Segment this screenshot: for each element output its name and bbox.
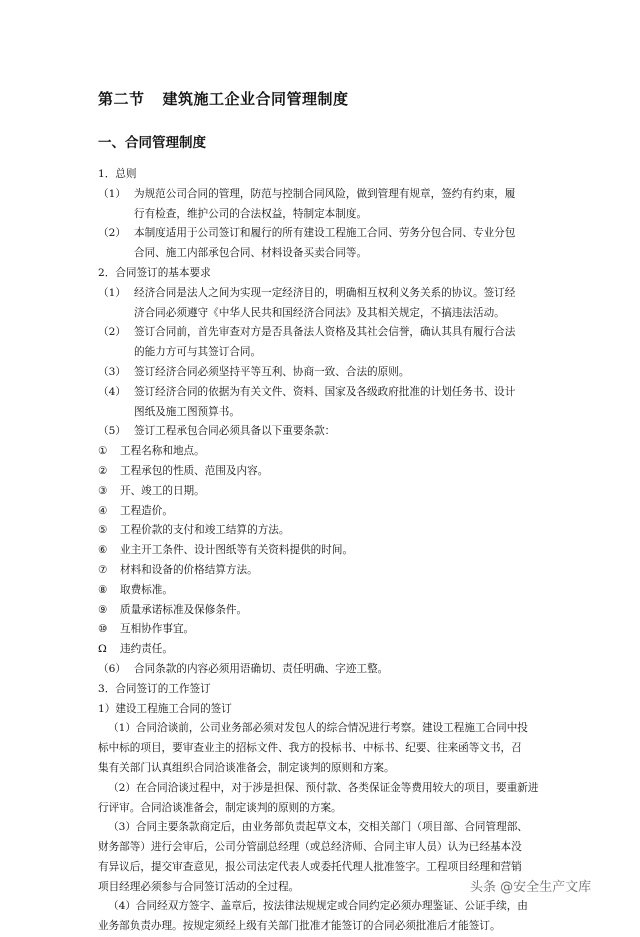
paragraph bbox=[98, 383, 558, 423]
heading-general: 1．总则 bbox=[98, 168, 137, 180]
text-line: （1）合同洽谈前，公司业务部必须对发包人的综合情况进行考察。建设工程施工合同中投 bbox=[108, 722, 528, 735]
text-line: 为规范公司合同的管理，防范与控制合同风险，做到管理有规章，签约有约束，履 bbox=[134, 187, 516, 200]
text-line: 本制度适用于公司签订和履行的所有建设工程施工合同、劳务分包合同、专业分包 bbox=[134, 227, 516, 240]
clause-number: ⑨ bbox=[98, 603, 108, 616]
subtitle: 一、合同管理制度 bbox=[98, 135, 206, 151]
item-number: （4） bbox=[98, 385, 126, 398]
text-line: （3）合同主要条款商定后，由业务部负责起草文本，交相关部门（项目部、合同管理部、 bbox=[108, 821, 528, 834]
clause-item bbox=[98, 581, 558, 601]
document-body bbox=[98, 165, 558, 937]
clause-text: 业主开工条件、设计图纸等有关资料提供的时间。 bbox=[120, 544, 354, 557]
text-line: 标中标的项目，要审查业主的招标文件、我方的投标书、中标书、纪要、往来函等文书，召 bbox=[98, 742, 522, 755]
clause-item bbox=[98, 442, 558, 462]
paragraph bbox=[98, 660, 558, 680]
clause-text: 取费标准。 bbox=[120, 583, 173, 596]
clause-text: 质量承诺标准及保修条件。 bbox=[120, 603, 248, 616]
text-line: （4）合同经双方签字、盖章后，按法律法规规定或合同约定必须办理鉴证、公证手续，由 bbox=[108, 900, 528, 913]
text-line: 财务部等）进行会审后，公司分管副总经理（或总经济师、合同主审人员）认为已经基本没 bbox=[98, 841, 522, 854]
clause-number: ③ bbox=[98, 484, 108, 497]
text-line: 签订经济合同的依据为有关文件、资料、国家及各级政府批准的计划任务书、设计 bbox=[134, 385, 516, 398]
clause-item bbox=[98, 521, 558, 541]
clause-item bbox=[98, 561, 558, 581]
text-line: 经济合同是法人之间为实现一定经济目的，明确相互权利义务关系的协议。签订经 bbox=[134, 286, 516, 299]
text-line: 图纸及施工图预算书。 bbox=[134, 405, 240, 418]
text-line: 签订工程承包合同必须具备以下重要条款： bbox=[134, 425, 336, 438]
clause-number: ⑥ bbox=[98, 544, 108, 557]
subheading-construction-contract: 1）建设工程施工合同的签订 bbox=[98, 702, 232, 715]
clause-text: 违约责任。 bbox=[120, 643, 173, 656]
clause-item bbox=[98, 482, 558, 502]
clause-item bbox=[98, 462, 558, 482]
clause-text: 工程造价。 bbox=[120, 504, 173, 517]
section-title bbox=[98, 88, 349, 109]
item-number: （3） bbox=[98, 365, 126, 378]
clause-item bbox=[98, 541, 558, 561]
clause-text: 材料和设备的价格结算方法。 bbox=[120, 563, 258, 576]
clause-text: 开、竣工的日期。 bbox=[120, 484, 205, 497]
paragraph bbox=[98, 224, 558, 264]
section-number: 第二节 bbox=[98, 90, 145, 108]
text-line: 济合同必须遵守《中华人民共和国经济合同法》及其相关规定，不搞违法活动。 bbox=[134, 306, 505, 319]
paragraph bbox=[98, 323, 558, 363]
section-title-text: 建筑施工企业合同管理制度 bbox=[162, 90, 349, 108]
item-number: （1） bbox=[98, 286, 126, 299]
paragraph bbox=[98, 422, 558, 442]
clause-number: ⑤ bbox=[98, 524, 108, 537]
text-line: 合同条款的内容必须用语确切、责任明确、字迹工整。 bbox=[134, 662, 389, 675]
text-line: 业务部负责办理。按规定须经上级有关部门批准才能签订的合同必须批准后才能签订。 bbox=[98, 920, 501, 933]
text-line: 行评审。合同洽谈准备会，制定谈判的原则的方案。 bbox=[98, 801, 342, 814]
clause-number: Ω bbox=[98, 643, 107, 656]
item-number: （2） bbox=[98, 227, 126, 240]
clause-item bbox=[98, 601, 558, 621]
clause-number: ⑦ bbox=[98, 563, 108, 576]
clause-text: 互相协作事宜。 bbox=[120, 623, 195, 636]
clause-number: ⑧ bbox=[98, 583, 108, 596]
text-line: 项目经理必须参与合同签订活动的全过程。 bbox=[98, 880, 300, 893]
paragraph bbox=[98, 363, 558, 383]
item-number: （1） bbox=[98, 187, 126, 200]
clause-text: 工程承包的性质、范围及内容。 bbox=[120, 464, 269, 477]
clause-text: 工程价款的支付和竣工结算的方法。 bbox=[120, 524, 290, 537]
clause-number: ② bbox=[98, 464, 108, 477]
clause-item bbox=[98, 502, 558, 522]
clause-number: ⑩ bbox=[98, 623, 108, 636]
item-number: （6） bbox=[98, 662, 126, 675]
text-line: （2）在合同洽谈过程中，对于涉是担保、预付款、各类保证金等费用较大的项目，要重新进 bbox=[108, 781, 539, 794]
clause-number: ④ bbox=[98, 504, 108, 517]
text-line: 合同、施工内部承包合同、材料设备买卖合同等。 bbox=[134, 247, 368, 260]
text-line: 签订经济合同必须坚持平等互利、协商一致、合法的原则。 bbox=[134, 365, 410, 378]
clause-item bbox=[98, 620, 558, 640]
heading-signing: 3．合同签订的工作签订 bbox=[98, 682, 211, 695]
text-line: 的能力方可与其签订合同。 bbox=[134, 346, 262, 359]
text-line: 行有检查，维护公司的合法权益，特制定本制度。 bbox=[134, 207, 368, 220]
item-number: （2） bbox=[98, 326, 126, 339]
paragraph bbox=[98, 185, 558, 225]
text-line: 集有关部门认真组织合同洽谈准备会，制定谈判的原则和方案。 bbox=[98, 761, 395, 774]
clause-number: ① bbox=[98, 445, 108, 458]
watermark: 头条 @安全生产文库 bbox=[470, 880, 592, 895]
clause-item bbox=[98, 640, 558, 660]
clause-text: 工程名称和地点。 bbox=[120, 445, 205, 458]
heading-requirements: 2．合同签订的基本要求 bbox=[98, 266, 211, 279]
text-line: 有异议后，提交审查意见，报公司法定代表人或委托代理人批准签字。工程项目经理和营销 bbox=[98, 860, 522, 873]
paragraph bbox=[98, 284, 558, 324]
text-line: 签订合同前，首先审查对方是否具备法人资格及其社会信誉，确认其具有履行合法 bbox=[134, 326, 516, 339]
item-number: （5） bbox=[98, 425, 126, 438]
